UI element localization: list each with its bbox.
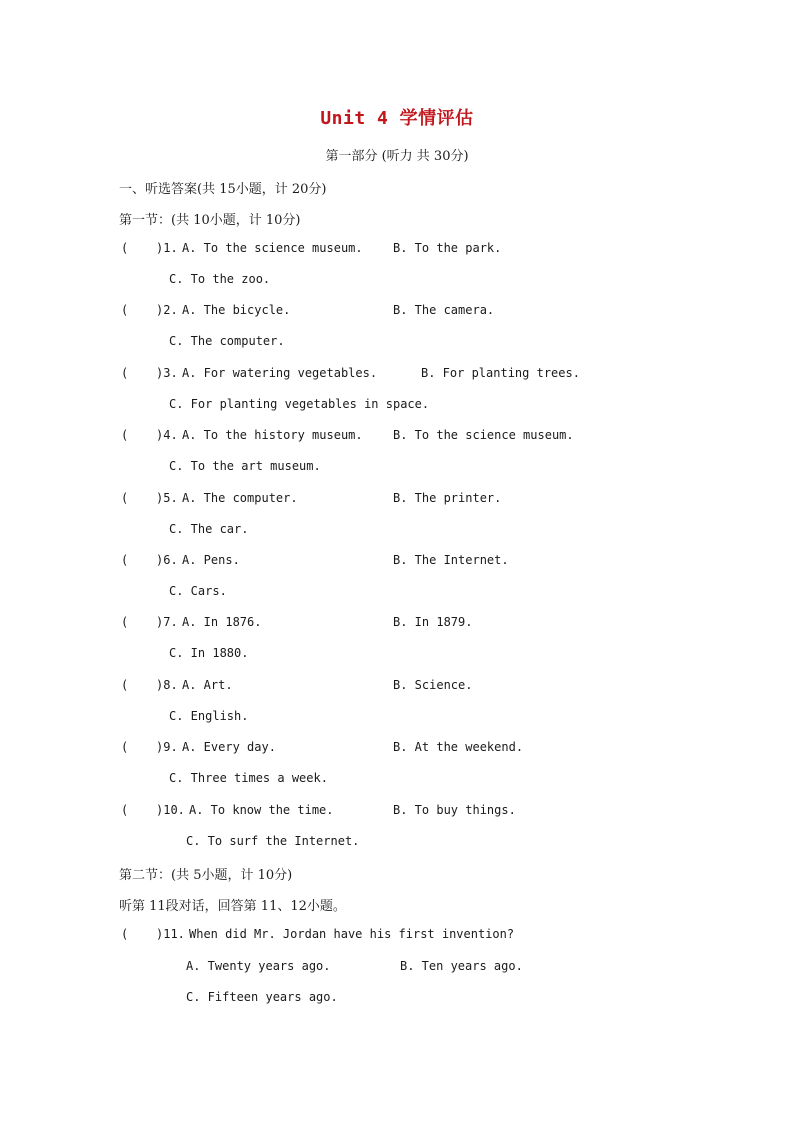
option-a: A. For watering vegetables. <box>182 366 378 380</box>
question-number: )2. <box>156 303 178 317</box>
answer-paren-open: ( <box>121 428 129 442</box>
option-a: A. To know the time. <box>189 803 334 817</box>
answer-paren-open: ( <box>121 678 129 692</box>
option-a: A. Twenty years ago. <box>186 959 331 973</box>
question-stem: When did Mr. Jordan have his first invention? <box>189 927 515 941</box>
question-number: )6. <box>156 553 178 567</box>
page-subtitle: 第一部分 (听力 共 30分) <box>325 149 469 164</box>
option-a: A. To the science museum. <box>182 241 363 255</box>
option-a: A. In 1876. <box>182 615 262 629</box>
option-c: C. In 1880. <box>169 646 249 660</box>
option-a: A. The bicycle. <box>182 303 291 317</box>
option-c: C. The car. <box>169 522 249 536</box>
option-c: C. For planting vegetables in space. <box>169 397 430 411</box>
option-b: B. To the science museum. <box>393 428 574 442</box>
answer-paren-open: ( <box>121 303 129 317</box>
option-c: C. Three times a week. <box>169 771 328 785</box>
option-c: C. English. <box>169 709 249 723</box>
question-number: )1. <box>156 241 178 255</box>
answer-paren-open: ( <box>121 803 129 817</box>
option-c: C. To the art museum. <box>169 459 321 473</box>
option-c: C. Cars. <box>169 584 227 598</box>
question-number: )9. <box>156 740 178 754</box>
option-b: B. To the park. <box>393 241 502 255</box>
page-title: Unit 4 学情评估 <box>320 108 474 129</box>
option-b: B. Ten years ago. <box>400 959 523 973</box>
section-heading-1: 第一节：(共 10小题，计 10分) <box>119 213 301 228</box>
answer-paren-open: ( <box>121 241 129 255</box>
part-heading: 一、听选答案(共 15小题，计 20分) <box>119 182 327 197</box>
listening-instruction: 听第 11段对话，回答第 11、12小题。 <box>119 899 346 914</box>
option-c: C. To surf the Internet. <box>186 834 360 848</box>
option-b: B. In 1879. <box>393 615 473 629</box>
option-b: B. The Internet. <box>393 553 509 567</box>
option-c: C. The computer. <box>169 334 285 348</box>
answer-paren-open: ( <box>121 927 129 941</box>
answer-paren-open: ( <box>121 366 129 380</box>
option-b: B. For planting trees. <box>421 366 580 380</box>
question-number: )4. <box>156 428 178 442</box>
option-a: A. The computer. <box>182 491 298 505</box>
answer-paren-open: ( <box>121 615 129 629</box>
option-a: A. Every day. <box>182 740 276 754</box>
section-heading-2: 第二节：(共 5小题，计 10分) <box>119 868 293 883</box>
question-number: )7. <box>156 615 178 629</box>
option-c: C. Fifteen years ago. <box>186 990 338 1004</box>
option-a: A. Pens. <box>182 553 240 567</box>
option-b: B. Science. <box>393 678 473 692</box>
option-c: C. To the zoo. <box>169 272 271 286</box>
option-a: A. Art. <box>182 678 233 692</box>
option-b: B. The camera. <box>393 303 495 317</box>
option-b: B. At the weekend. <box>393 740 524 754</box>
question-number: )3. <box>156 366 178 380</box>
question-number: )10. <box>156 803 185 817</box>
answer-paren-open: ( <box>121 491 129 505</box>
answer-paren-open: ( <box>121 553 129 567</box>
answer-paren-open: ( <box>121 740 129 754</box>
option-b: B. The printer. <box>393 491 502 505</box>
option-b: B. To buy things. <box>393 803 516 817</box>
option-a: A. To the history museum. <box>182 428 363 442</box>
question-number: )5. <box>156 491 178 505</box>
question-number: )11. <box>156 927 185 941</box>
question-number: )8. <box>156 678 178 692</box>
